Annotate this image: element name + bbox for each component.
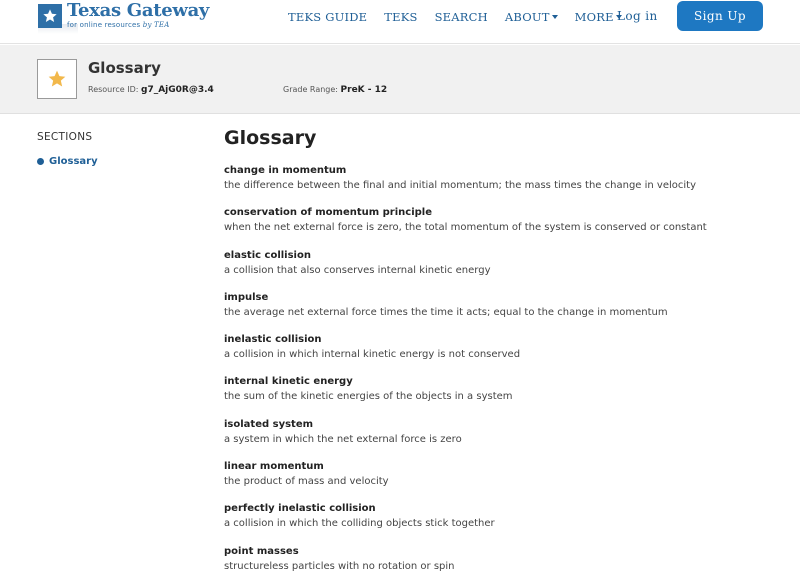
glossary-term: point masses	[224, 545, 299, 557]
grade-range	[283, 84, 387, 96]
active-dot-icon	[37, 158, 44, 165]
glossary-entry	[224, 502, 784, 544]
glossary-entry	[224, 418, 784, 460]
glossary-entry	[224, 375, 784, 417]
site-header	[0, 0, 800, 44]
sections-heading: SECTIONS	[37, 131, 93, 143]
page-title: Glossary	[224, 127, 317, 149]
logo-title: Texas Gateway	[67, 0, 210, 21]
glossary-definition: a collision in which the colliding objects stick together	[224, 518, 495, 530]
glossary-term: perfectly inelastic collision	[224, 503, 376, 515]
caret-down-icon	[552, 15, 558, 19]
nav-teks-guide-label: TEKS GUIDE	[288, 10, 368, 24]
sidebar-item-glossary[interactable]	[37, 155, 98, 168]
glossary-term: inelastic collision	[224, 334, 322, 346]
logo-subtitle-prefix: for online resources	[67, 21, 141, 29]
grade-range-value: PreK - 12	[340, 85, 388, 95]
logo-text	[67, 1, 209, 29]
glossary-definition: the sum of the kinetic energies of the objects in a system	[224, 391, 513, 403]
star-icon	[47, 69, 67, 89]
glossary-entry	[224, 291, 784, 333]
glossary-term: elastic collision	[224, 249, 311, 261]
resource-header	[0, 45, 800, 114]
glossary-term: impulse	[224, 291, 269, 303]
glossary-term: conservation of momentum principle	[224, 207, 433, 219]
nav-teks-label: TEKS	[384, 10, 418, 24]
nav-search-label: SEARCH	[434, 10, 488, 24]
glossary-entry	[224, 545, 784, 576]
logo-star-icon	[38, 4, 62, 28]
glossary-definition: structureless particles with no rotation or spin	[224, 560, 455, 572]
nav-search[interactable]	[435, 10, 488, 24]
logo-subtitle-by: by TEA	[142, 21, 170, 29]
glossary-term: internal kinetic energy	[224, 376, 353, 388]
nav-teks[interactable]	[384, 10, 417, 24]
nav-more-label: MORE	[574, 10, 614, 24]
glossary-term: isolated system	[224, 418, 314, 430]
resource-id-value: g7_AjG0R@3.4	[141, 85, 214, 95]
logo-subtitle	[67, 21, 209, 29]
glossary-definition: the difference between the final and initial momentum; the mass times the change in velocity	[224, 180, 696, 191]
glossary-term: linear momentum	[224, 461, 324, 473]
glossary-entry	[224, 249, 784, 291]
glossary-entry	[224, 460, 784, 502]
texas-gateway-logo[interactable]	[38, 0, 209, 32]
glossary-definition: a collision that also conserves internal kinetic energy	[224, 264, 491, 276]
glossary-entry	[224, 206, 784, 248]
glossary-definition: the average net external force times the time it acts; equal to the change in momentum	[224, 306, 668, 318]
grade-range-label: Grade Range:	[283, 85, 338, 94]
main-nav	[288, 10, 639, 24]
signup-button[interactable]: Sign Up	[677, 1, 763, 31]
glossary-list	[224, 164, 784, 576]
sidebar-item-label: Glossary	[49, 156, 98, 167]
resource-id	[88, 84, 214, 96]
resource-title: Glossary	[88, 59, 161, 77]
resource-icon	[37, 59, 77, 99]
glossary-definition: when the net external force is zero, the total momentum of the system is conserved or constant	[224, 222, 707, 234]
resource-id-label: Resource ID:	[88, 85, 139, 94]
nav-about-label: ABOUT	[504, 10, 550, 24]
nav-teks-guide[interactable]	[288, 10, 367, 24]
glossary-definition: a collision in which internal kinetic energy is not conserved	[224, 349, 521, 361]
nav-more[interactable]	[575, 10, 622, 24]
glossary-definition: a system in which the net external force is zero	[224, 433, 462, 445]
glossary-term: change in momentum	[224, 165, 347, 176]
nav-about[interactable]	[505, 10, 558, 24]
glossary-entry	[224, 164, 784, 206]
login-link[interactable]: Log in	[617, 9, 658, 23]
glossary-definition: the product of mass and velocity	[224, 476, 389, 488]
glossary-entry	[224, 333, 784, 375]
